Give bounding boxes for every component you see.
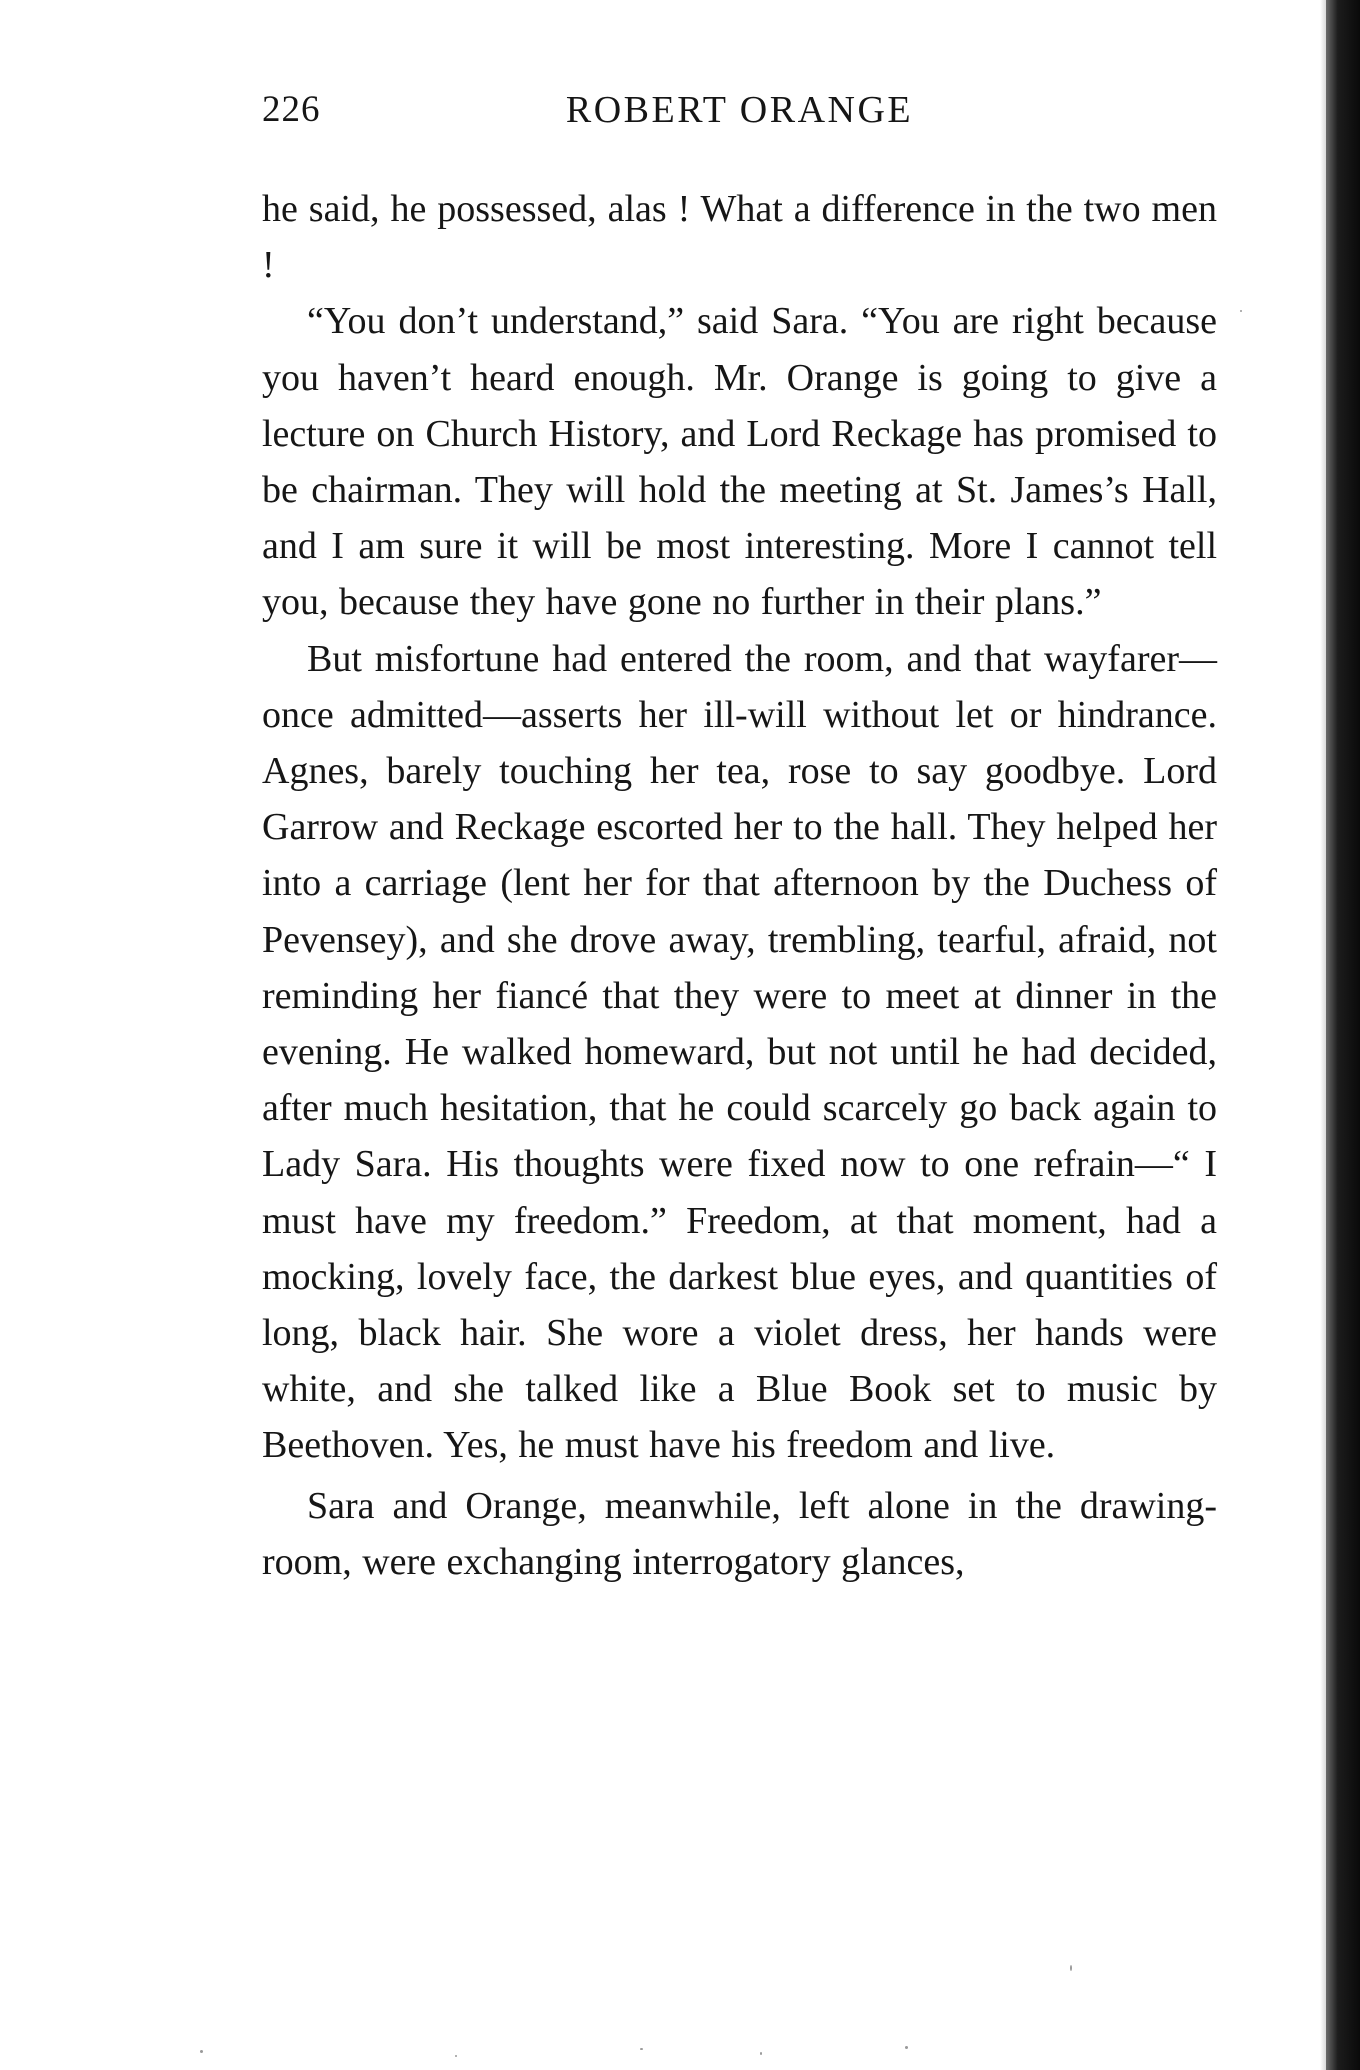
paragraph: But misfortune had entered the room, and that wayfarer—once admitted—asserts her ill-will without let or hindrance. Agnes, barely touching her tea, rose to say goodbye. Lord Garrow and Reckage escorted her to the hall. They helped her into a carriage (lent her for that afternoon by the Duchess of Pevensey), and she drove away, trembling, tearful, afraid, not reminding her fiancé that they were to meet at dinner in the evening. He walked homeward, but not until he had decided, after much hesitation, that he could scarcely go back again to Lady Sara. His thoughts were fixed now to one refrain—“ I must have my freedom.” Freedom, at that moment, had a mocking, lovely face, the darkest blue eyes, and quantities of long, black hair. She wore a violet dress, her hands were white, and she talked like a Blue Book set to music by Beethoven. Yes, he must have his freedom and live. — [262, 637, 1217, 1467]
scan-speck — [640, 2048, 643, 2050]
paragraph: “You don’t understand,” said Sara. “You are right because you haven’t heard enough. Mr. Orange is going to give a lecture on Church History, and Lord Reckage has promised to be chairman. They will hold the meeting at St. James’s Hall, and I am sure it will be most interesting. More I cannot tell you, because they have gone no further in their plans.” — [262, 300, 1217, 624]
binding-shadow — [1326, 0, 1360, 2070]
scan-speck — [1070, 1965, 1072, 1971]
running-title: ROBERT ORANGE — [565, 89, 914, 131]
scan-speck — [455, 2055, 457, 2057]
running-head — [262, 88, 1217, 138]
scan-speck — [200, 2050, 203, 2053]
scan-speck — [905, 2046, 908, 2049]
body-text — [262, 181, 1217, 1590]
paragraph: he said, he possessed, alas ! What a difference in the two men ! — [262, 188, 1217, 287]
scan-speck — [1240, 310, 1242, 312]
page-number: 226 — [262, 89, 321, 130]
scan-speck — [760, 2052, 762, 2055]
paragraph: Sara and Orange, meanwhile, left alone in the drawing-room, were exchanging interrogatory glances, — [262, 1484, 1217, 1583]
